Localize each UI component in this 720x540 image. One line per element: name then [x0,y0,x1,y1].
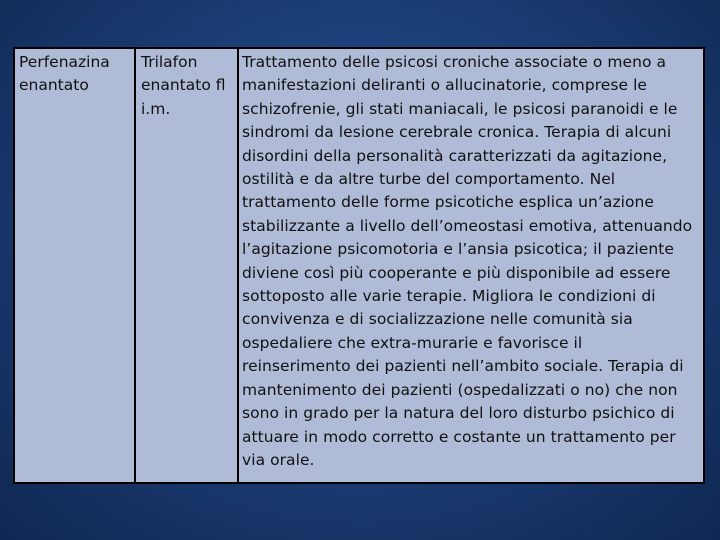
indication-line: mantenimento dei pazienti (ospedalizzati o no) che non [242,380,678,399]
indications-cell [239,49,703,482]
indication-line: Trattamento delle psicosi croniche associate o meno a [242,53,667,71]
indication-line: convivenza e di socializzazione nelle comunità sia [242,310,633,329]
indication-line: schizofrenie, gli stati maniacali, le psicosi paranoidi e le [242,99,678,118]
indication-line: sottoposto alle varie terapie. Migliora le condizioni di [242,287,656,306]
indication-line: via orale. [242,450,315,469]
indication-line: ostilità e da altre turbe del comportamento. Nel [242,170,616,189]
brand-name-line: i.m. [141,99,171,118]
indication-line: manifestazioni deliranti o allucinatorie, comprese le [242,76,648,95]
brand-name-line: Trilafon [141,53,198,71]
indication-line: sindromi da lesione cerebrale cronica. Terapia di alcuni [242,123,672,142]
indication-line: attuare in modo corretto e costante un trattamento per [242,427,676,446]
indication-line: sono in grado per la natura del loro disturbo psichico di [242,404,675,423]
indication-line: stabilizzante a livello dell’omeostasi emotiva, attenuando [242,216,693,235]
indication-line: trattamento delle forme psicotiche esplica un’azione [242,193,654,212]
brand-name-cell [136,49,239,482]
drug-table [13,47,705,484]
drug-name-line: enantato [19,76,89,95]
indication-line: reinserimento dei pazienti nell’ambito sociale. Terapia di [242,357,684,376]
drug-name-cell [15,49,136,482]
indication-line: diviene così più cooperante e più disponibile ad essere [242,263,671,282]
indication-line: disordini della personalità caratterizzati da agitazione, [242,146,668,165]
brand-name-line: enantato fl [141,76,226,95]
indication-line: ospedaliere che extra-murarie e favorisce il [242,333,583,352]
indication-line: l’agitazione psicomotoria e l’ansia psicotica; il paziente [242,240,674,259]
drug-name-line: Perfenazina [19,53,110,71]
